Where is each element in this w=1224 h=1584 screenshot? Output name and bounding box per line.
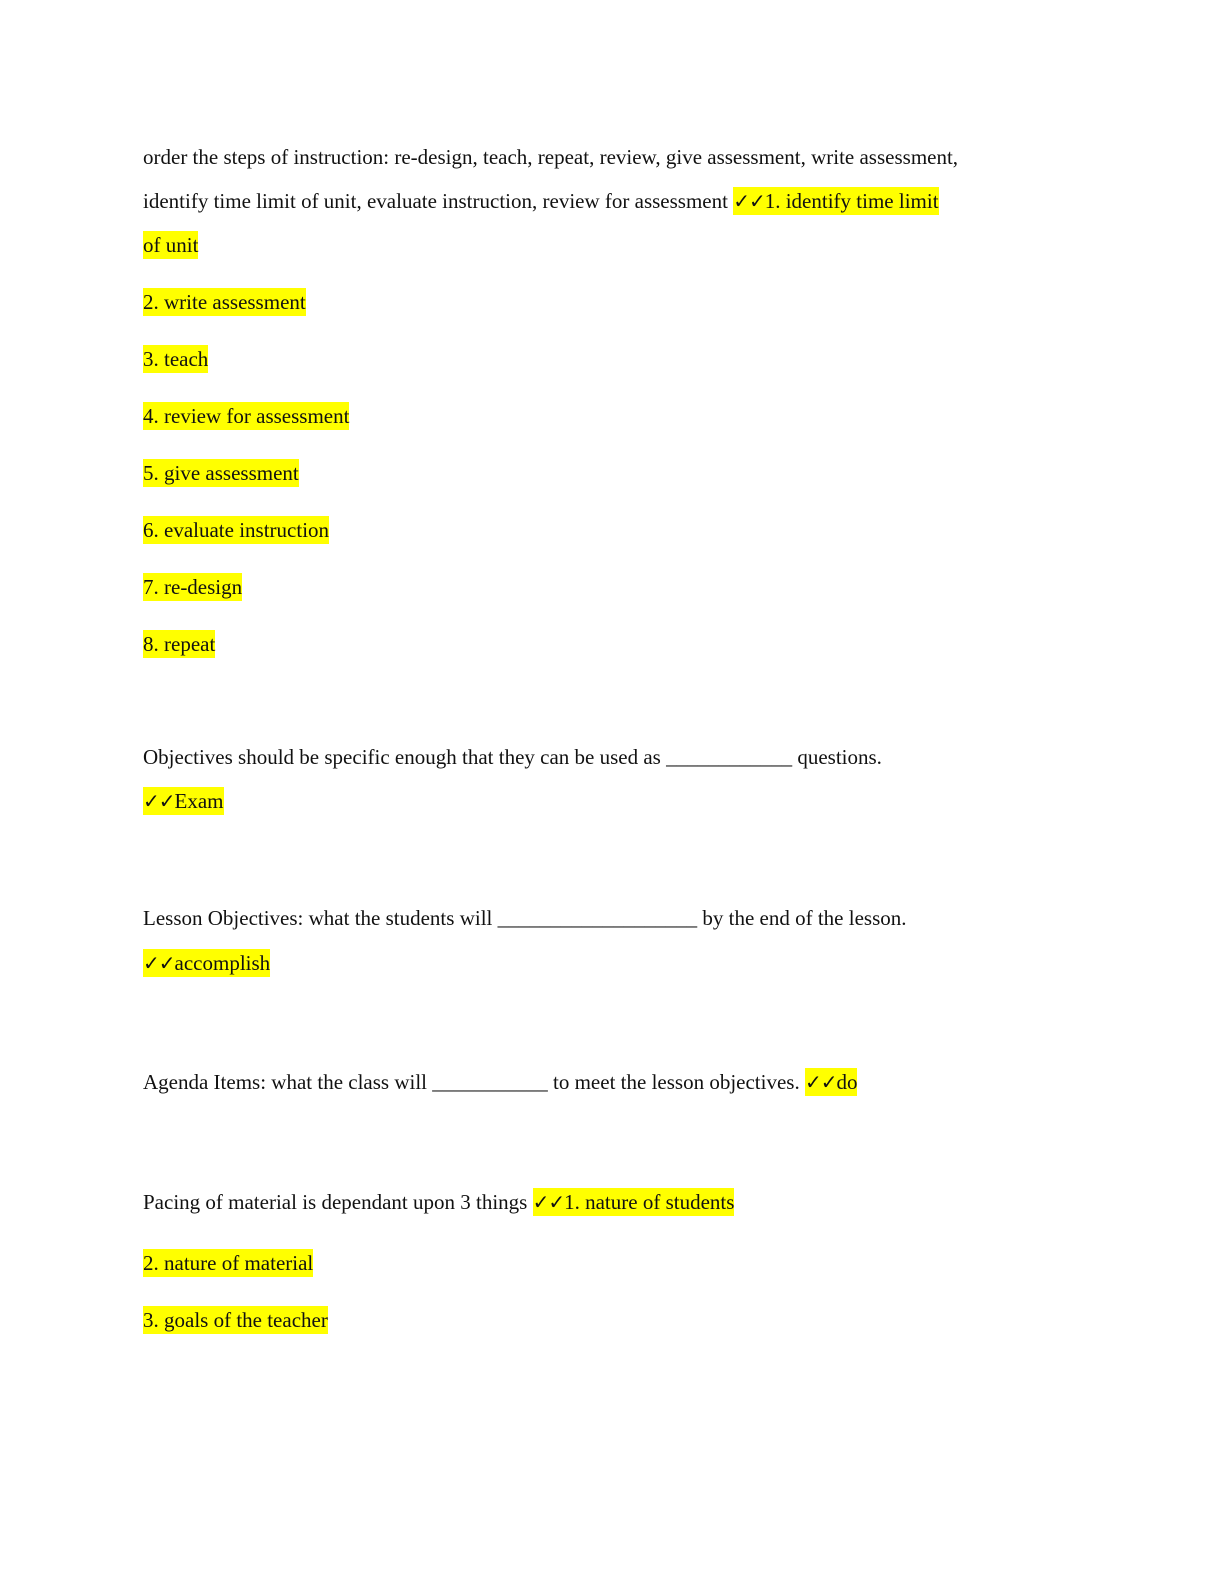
q4-answer-highlight [805, 1068, 858, 1096]
check-icon: ✓✓ [143, 789, 175, 813]
q4-question-text: Agenda Items: what the class will ___________ to meet the lesson objectives. [143, 1070, 805, 1094]
q2-answer-line [143, 786, 224, 816]
q5-answer-text: 1. nature of students [564, 1190, 735, 1214]
q1-answer-item-text: 4. review for assessment [143, 404, 350, 428]
q1-answer-item [143, 287, 306, 317]
q1-answer-item [143, 572, 242, 602]
q1-question-line1: order the steps of instruction: re-design, teach, repeat, review, give assessment, write assessment, [143, 145, 959, 169]
q1-answer-item-text: 2. write assessment [143, 290, 306, 314]
q5-question-text: Pacing of material is dependant upon 3 things [143, 1190, 533, 1214]
q3-answer-line [143, 948, 270, 978]
q5-answer-item [143, 1248, 313, 1278]
q2-question: Objectives should be specific enough that they can be used as ____________ questions. [143, 745, 882, 769]
q2-answer-highlight [143, 787, 224, 815]
q1-answer-item [143, 401, 349, 431]
check-icon: ✓✓ [733, 189, 765, 213]
q1-answer-continued: of unit [143, 233, 199, 257]
q3-answer-highlight [143, 949, 270, 977]
q1-answer-item [143, 458, 299, 488]
q1-answer-highlight [733, 187, 938, 215]
q1-answer-item [143, 629, 215, 659]
q1-answer-item [143, 515, 329, 545]
q3-question: Lesson Objectives: what the students will ___________________ by the end of the lesson. [143, 906, 907, 930]
q1-answer-item-text: 5. give assessment [143, 461, 299, 485]
q1-answer-text: 1. identify time limit [764, 189, 939, 213]
q3-answer-text: accomplish [174, 951, 271, 975]
q5-answer-item-text: 2. nature of material [143, 1251, 314, 1275]
q5-answer-item [143, 1305, 328, 1335]
check-icon: ✓✓ [143, 951, 175, 975]
q4-question-line [143, 1067, 857, 1097]
q4-answer-text: do [836, 1070, 858, 1094]
q5-question-line [143, 1187, 734, 1217]
q1-answer-item-text: 3. teach [143, 347, 209, 371]
check-icon: ✓✓ [804, 1070, 837, 1094]
q2-answer-text: Exam [174, 789, 224, 813]
q5-answer-highlight [533, 1188, 735, 1216]
check-icon: ✓✓ [532, 1190, 565, 1214]
q1-answer-item-text: 8. repeat [143, 632, 216, 656]
q1-answer-item-text: 6. evaluate instruction [143, 518, 330, 542]
q1-answer-item [143, 344, 208, 374]
q5-answer-item-text: 3. goals of the teacher [143, 1308, 328, 1332]
q1-answer-item-text: 7. re-design [143, 575, 243, 599]
q1-question-text: identify time limit of unit, evaluate instruction, review for assessment [143, 189, 734, 213]
q1-answer-line2 [143, 230, 198, 260]
q1-question-line2 [143, 186, 939, 216]
